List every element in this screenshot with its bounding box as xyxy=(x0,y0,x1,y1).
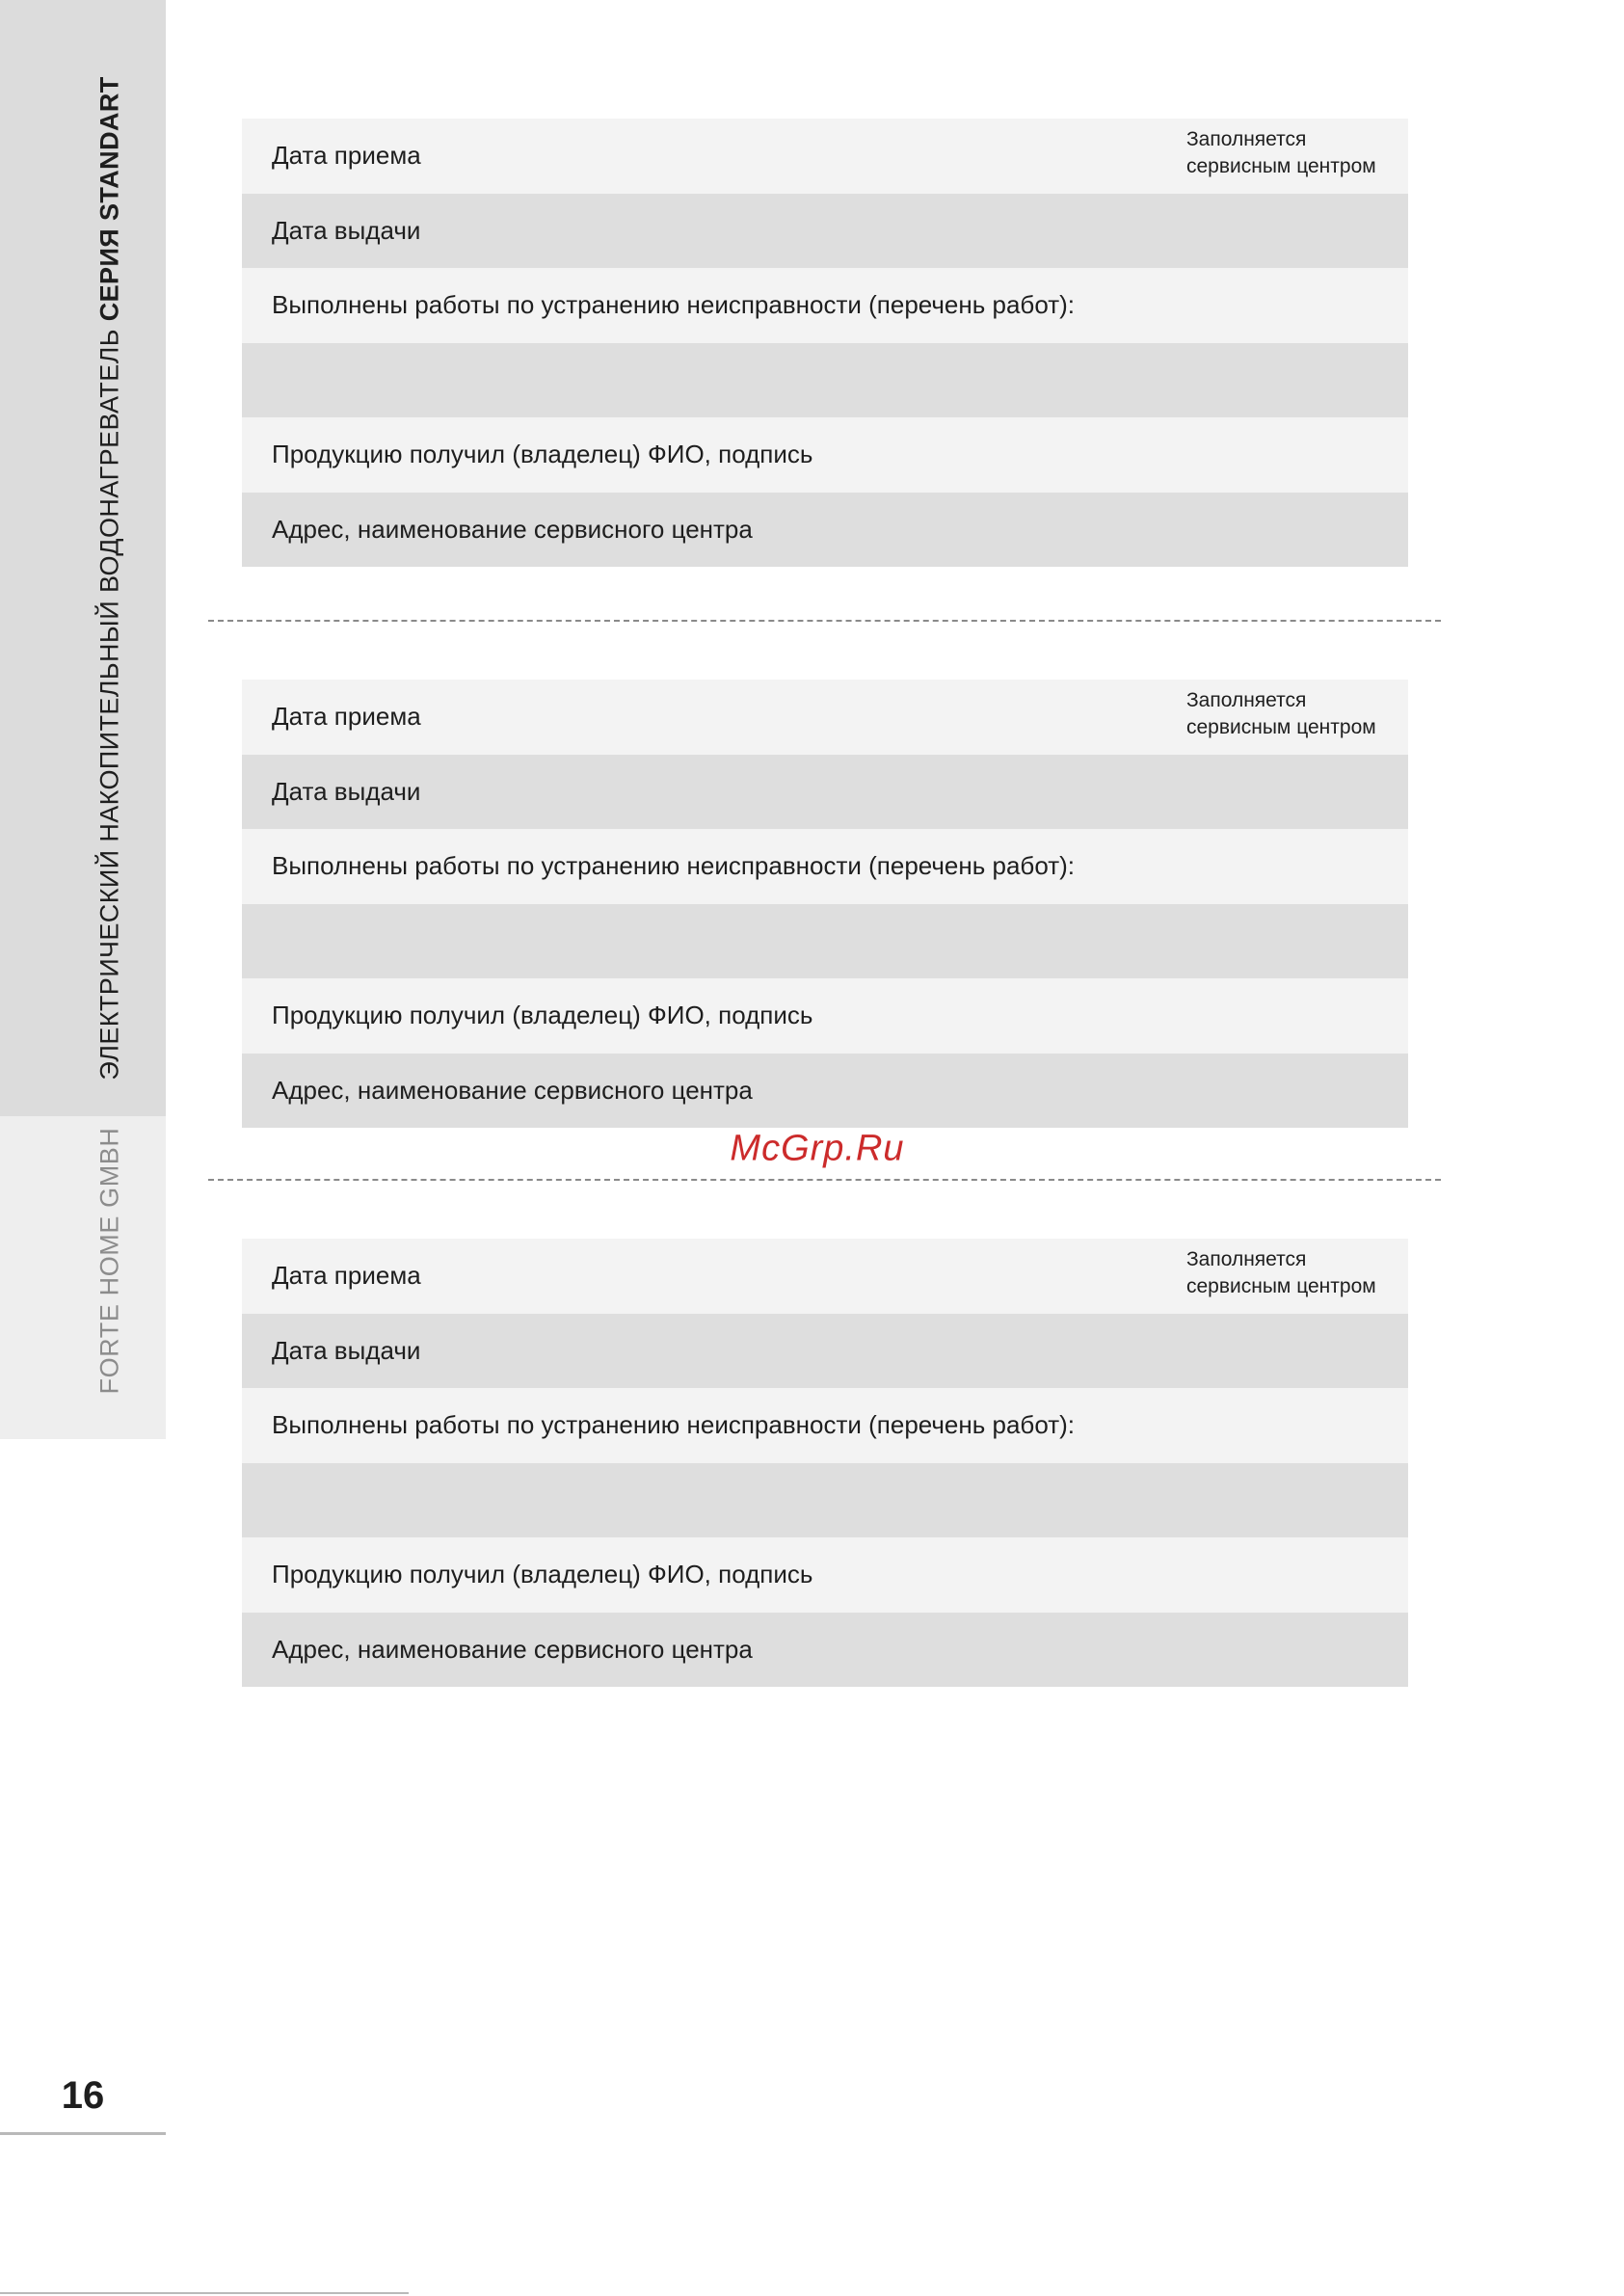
receipt-date-row[interactable] xyxy=(242,119,1408,194)
receipt-date-label: Дата приема xyxy=(272,702,421,732)
owner-signature-row[interactable] xyxy=(242,978,1408,1054)
issue-date-label: Дата выдачи xyxy=(272,776,421,806)
watermark: McGrp.Ru xyxy=(730,1128,905,1169)
cut-line xyxy=(208,1179,1441,1181)
service-center-address-row[interactable] xyxy=(242,1613,1408,1688)
work-performed-label: Выполнены работы по устранению неисправности (перечень работ): xyxy=(272,851,1076,881)
bottom-rule xyxy=(0,2292,409,2294)
service-center-note-line1: Заполняется xyxy=(1186,128,1307,150)
service-center-address-row[interactable] xyxy=(242,493,1408,568)
service-center-note-line2: сервисным центром xyxy=(1186,716,1376,738)
work-performed-blank-row[interactable] xyxy=(242,1463,1408,1538)
owner-signature-row[interactable] xyxy=(242,1537,1408,1613)
work-performed-blank-row[interactable] xyxy=(242,904,1408,979)
issue-date-row[interactable] xyxy=(242,755,1408,830)
sidebar-company-panel xyxy=(0,1116,166,1439)
cut-line xyxy=(208,620,1441,622)
owner-signature-label: Продукцию получил (владелец) ФИО, подпись xyxy=(272,440,813,469)
receipt-date-label: Дата приема xyxy=(272,141,421,171)
work-performed-row[interactable] xyxy=(242,829,1408,904)
issue-date-label: Дата выдачи xyxy=(272,215,421,245)
company-name: FORTE HOME GMBH xyxy=(94,1127,124,1395)
work-performed-label: Выполнены работы по устранению неисправности (перечень работ): xyxy=(272,1410,1076,1440)
owner-signature-label: Продукцию получил (владелец) ФИО, подпись xyxy=(272,1001,813,1030)
service-center-address-label: Адрес, наименование сервисного центра xyxy=(272,1075,753,1105)
receipt-date-label: Дата приема xyxy=(272,1261,421,1291)
page-number-rule xyxy=(0,2132,166,2135)
service-center-note xyxy=(1186,687,1376,741)
work-performed-blank-row[interactable] xyxy=(242,343,1408,418)
series-title xyxy=(95,76,125,1080)
issue-date-row[interactable] xyxy=(242,194,1408,269)
page-number: 16 xyxy=(61,2074,105,2117)
issue-date-label: Дата выдачи xyxy=(272,1335,421,1365)
service-center-note xyxy=(1186,126,1376,180)
service-center-address-label: Адрес, наименование сервисного центра xyxy=(272,1634,753,1664)
service-center-note-line1: Заполняется xyxy=(1186,689,1307,711)
work-performed-row[interactable] xyxy=(242,1388,1408,1463)
issue-date-row[interactable] xyxy=(242,1314,1408,1389)
service-center-note-line2: сервисным центром xyxy=(1186,155,1376,177)
owner-signature-row[interactable] xyxy=(242,417,1408,493)
sidebar-panel xyxy=(0,0,166,1116)
service-center-note-line2: сервисным центром xyxy=(1186,1275,1376,1297)
service-center-note xyxy=(1186,1246,1376,1300)
service-center-note-line1: Заполняется xyxy=(1186,1248,1307,1270)
service-record-form-3 xyxy=(242,1239,1408,1687)
owner-signature-label: Продукцию получил (владелец) ФИО, подпись xyxy=(272,1560,813,1589)
service-center-address-label: Адрес, наименование сервисного центра xyxy=(272,514,753,544)
series-title-bold: СЕРИЯ STANDART xyxy=(94,76,124,322)
receipt-date-row[interactable] xyxy=(242,680,1408,755)
work-performed-row[interactable] xyxy=(242,268,1408,343)
service-center-address-row[interactable] xyxy=(242,1054,1408,1129)
series-title-regular: ЭЛЕКТРИЧЕСКИЙ НАКОПИТЕЛЬНЫЙ ВОДОНАГРЕВАТЕЛЬ xyxy=(94,321,124,1081)
service-record-form-1 xyxy=(242,119,1408,567)
receipt-date-row[interactable] xyxy=(242,1239,1408,1314)
service-record-form-2 xyxy=(242,680,1408,1128)
work-performed-label: Выполнены работы по устранению неисправности (перечень работ): xyxy=(272,290,1076,320)
